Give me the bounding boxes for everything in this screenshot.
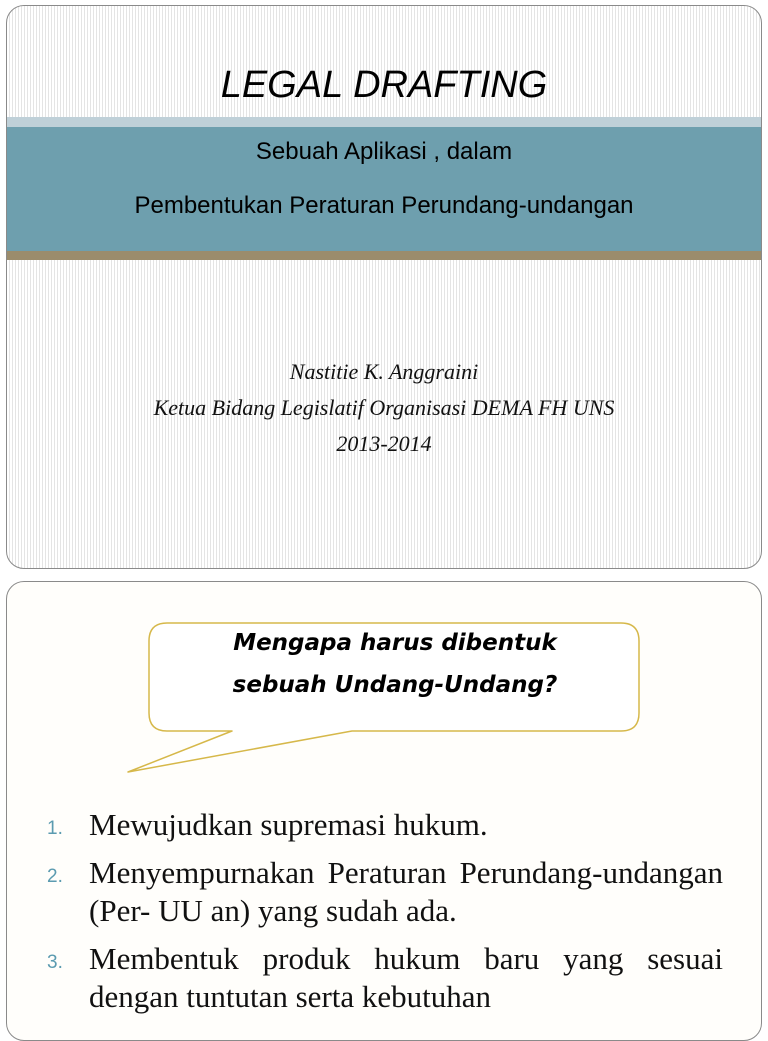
list-number: 2. <box>47 866 63 887</box>
list-item-text: Menyempurnakan Peraturan Perundang-undangan (Per- UU an) yang sudah ada. <box>89 855 723 928</box>
callout-question <box>153 622 637 706</box>
slide-title <box>6 5 762 569</box>
author-role: Ketua Bidang Legislatif Organisasi DEMA FH UNS <box>153 395 615 420</box>
list-item <box>47 854 723 930</box>
slide-content <box>6 581 762 1041</box>
author-period: 2013-2014 <box>336 431 432 456</box>
author-block <box>7 354 761 462</box>
list-number: 3. <box>47 952 63 973</box>
list-item-text: Membentuk produk hukum baru yang sesuai dengan tuntutan serta kebutuhan <box>89 941 723 1014</box>
reasons-list <box>47 806 723 1026</box>
slide-title-heading: LEGAL DRAFTING <box>220 64 548 106</box>
list-item <box>47 806 723 844</box>
author-name: Nastitie K. Anggraini <box>289 359 479 384</box>
callout-line-2: sebuah Undang-Undang? <box>232 672 558 698</box>
band-bottom-stripe <box>7 251 761 260</box>
list-number: 1. <box>47 818 63 839</box>
subtitle-line-2: Pembentukan Peraturan Perundang-undangan <box>134 192 634 219</box>
list-item <box>47 940 723 1016</box>
band-top-stripe <box>7 117 761 127</box>
subtitle-line-1: Sebuah Aplikasi , dalam <box>255 138 513 165</box>
callout-line-1: Mengapa harus dibentuk <box>233 630 557 656</box>
list-item-text: Mewujudkan supremasi hukum. <box>89 807 488 842</box>
